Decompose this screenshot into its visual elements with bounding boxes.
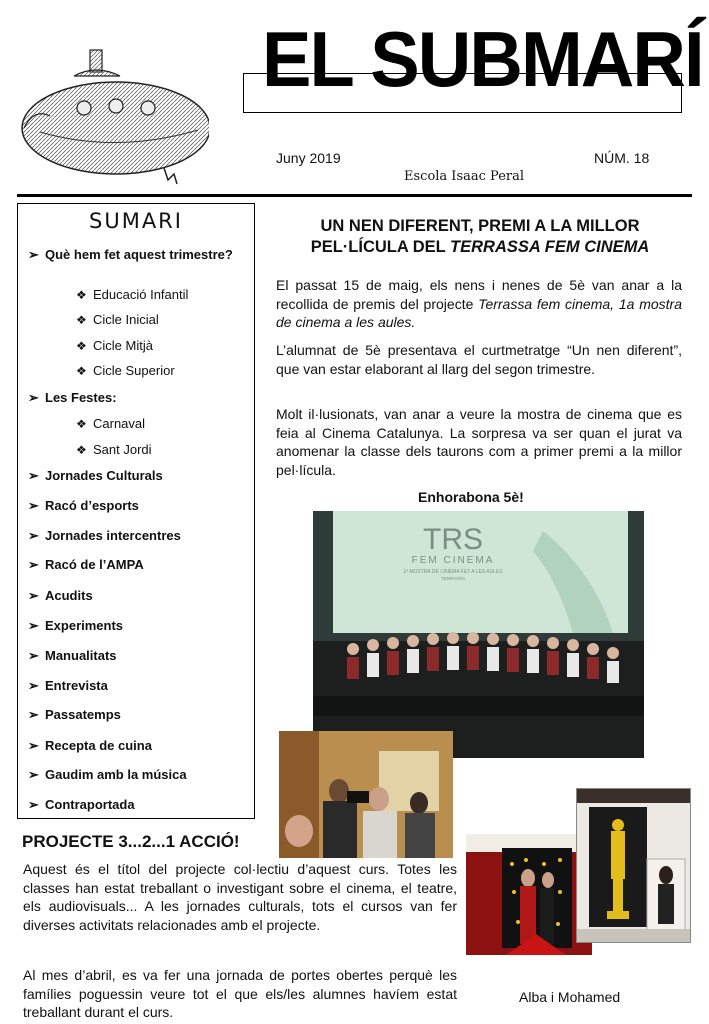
arrow-bullet-icon: ➢ bbox=[28, 738, 39, 753]
table-of-contents bbox=[17, 203, 255, 819]
award-ceremony-photo bbox=[313, 511, 644, 758]
arrow-bullet-icon: ➢ bbox=[28, 618, 39, 633]
toc-item[interactable]: ➢ Experiments bbox=[28, 618, 124, 633]
arrow-bullet-icon: ➢ bbox=[28, 707, 39, 722]
article-paragraph: Aquest és el títol del projecte col·lectiu d’aquest curs. Totes les classes han estat treballant o investigant sobre el cinema, el teatre, els audiovisuals... A les jornades culturals, tots el cursos van fer diverses activitats relacionades amb el projecte. bbox=[23, 861, 457, 933]
congrats-line: Enhorabona 5è! bbox=[418, 489, 524, 505]
article-paragraph: Molt il·lusionats, van anar a veure la mostra de cinema que es feia al Cinema Catalunya. La sorpresa va ser quan el jurat va anomenar la classe dels taurons com a primer premi a la millor pel·lícula. bbox=[276, 406, 682, 478]
toc-item[interactable]: ➢ Les Festes: bbox=[28, 390, 117, 405]
screen-city-text: TERRASSA bbox=[440, 576, 466, 581]
arrow-bullet-icon: ➢ bbox=[28, 797, 39, 812]
filming-illustration bbox=[279, 731, 453, 858]
issue-date: Juny 2019 bbox=[276, 150, 341, 166]
arrow-bullet-icon: ➢ bbox=[28, 557, 39, 572]
screen-subtitle-text: FEM CINEMA bbox=[411, 555, 495, 566]
filming-photo bbox=[279, 731, 453, 858]
article-paragraph: El passat 15 de maig, els nens i nenes de 5è van anar a la recollida de premis del projecte Terrassa fem cinema, 1a mostra de cinema a les aules. bbox=[276, 277, 683, 330]
toc-subitem[interactable]: ❖ Cicle Superior bbox=[76, 363, 175, 378]
photo-caption: Alba i Mohamed bbox=[519, 989, 621, 1005]
diamond-bullet-icon: ❖ bbox=[76, 339, 87, 353]
arrow-bullet-icon: ➢ bbox=[28, 588, 39, 603]
toc-item[interactable]: ➢ Racó d’esports bbox=[28, 498, 139, 513]
alba-photo bbox=[466, 834, 592, 955]
article-title-project: PROJECTE 3...2...1 ACCIÓ! bbox=[22, 832, 240, 851]
toc-item[interactable]: ➢ Jornades Culturals bbox=[28, 468, 163, 483]
arrow-bullet-icon: ➢ bbox=[28, 678, 39, 693]
article-paragraph: L’alumnat de 5è presentava el curtmetratge “Un nen diferent”, que van estar elaborant al llarg del segon trimestre. bbox=[276, 342, 682, 377]
toc-item[interactable]: ➢ Jornades intercentres bbox=[28, 528, 181, 543]
header-divider bbox=[17, 194, 692, 197]
toc-subitem[interactable]: ❖ Cicle Inicial bbox=[76, 312, 159, 327]
toc-subitem[interactable]: ❖ Carnaval bbox=[76, 416, 146, 431]
diamond-bullet-icon: ❖ bbox=[76, 417, 87, 431]
stage-illustration bbox=[313, 511, 644, 758]
arrow-bullet-icon: ➢ bbox=[28, 468, 39, 483]
toc-subitem[interactable]: ❖ Cicle Mitjà bbox=[76, 338, 153, 353]
screen-brand-text: TRS bbox=[423, 523, 483, 556]
oscar-illustration bbox=[577, 789, 690, 942]
toc-item[interactable]: ➢ Acudits bbox=[28, 588, 93, 603]
arrow-bullet-icon: ➢ bbox=[28, 247, 39, 262]
toc-item[interactable]: ➢ Passatemps bbox=[28, 707, 121, 722]
toc-item[interactable]: ➢ Manualitats bbox=[28, 648, 117, 663]
diamond-bullet-icon: ❖ bbox=[76, 313, 87, 327]
submarine-drawing bbox=[14, 42, 209, 192]
diamond-bullet-icon: ❖ bbox=[76, 364, 87, 378]
arrow-bullet-icon: ➢ bbox=[28, 767, 39, 782]
diamond-bullet-icon: ❖ bbox=[76, 443, 87, 457]
toc-title: SUMARI bbox=[89, 209, 183, 233]
toc-item[interactable]: ➢ Què hem fet aquest trimestre? bbox=[28, 247, 233, 262]
red-carpet-illustration bbox=[466, 834, 592, 955]
issue-number: NÚM. 18 bbox=[594, 150, 650, 166]
toc-item[interactable]: ➢ Recepta de cuina bbox=[28, 738, 152, 753]
arrow-bullet-icon: ➢ bbox=[28, 390, 39, 405]
article-title: UN NEN DIFERENT, PREMI A LA MILLOR PEL·LÍCULA DEL TERRASSA FEM CINEMA bbox=[310, 217, 650, 256]
article-paragraph: Al mes d’abril, es va fer una jornada de portes obertes perquè les famílies poguessin veure tot el que els/les alumnes havíem estat treballant durant el curs. bbox=[23, 967, 457, 1020]
toc-item[interactable]: ➢ Racó de l’AMPA bbox=[28, 557, 144, 572]
arrow-bullet-icon: ➢ bbox=[28, 648, 39, 663]
oscar-poster-photo bbox=[576, 788, 691, 943]
toc-item[interactable]: ➢ Contraportada bbox=[28, 797, 135, 812]
arrow-bullet-icon: ➢ bbox=[28, 498, 39, 513]
toc-item[interactable]: ➢ Gaudim amb la música bbox=[28, 767, 187, 782]
toc-subitem[interactable]: ❖ Educació Infantil bbox=[76, 287, 189, 302]
toc-item[interactable]: ➢ Entrevista bbox=[28, 678, 108, 693]
school-name: Escola Isaac Peral bbox=[404, 169, 525, 184]
diamond-bullet-icon: ❖ bbox=[76, 288, 87, 302]
newspaper-title: EL SUBMARÍ bbox=[262, 15, 703, 103]
arrow-bullet-icon: ➢ bbox=[28, 528, 39, 543]
screen-caption-text: 1ª MOSTRA DE CINEMA FET A LES AULES bbox=[403, 569, 503, 575]
toc-subitem[interactable]: ❖ Sant Jordi bbox=[76, 442, 152, 457]
